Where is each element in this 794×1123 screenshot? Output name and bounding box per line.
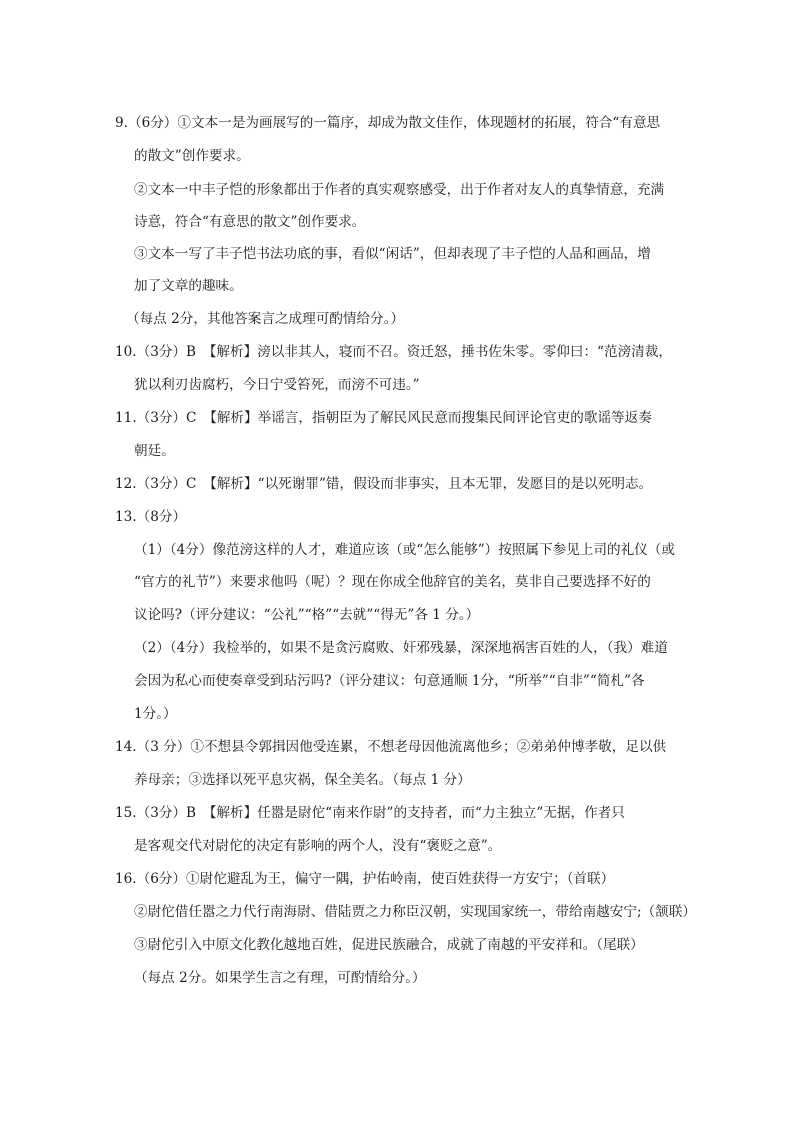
answer-line: ②文本一中丰子恺的形象都出于作者的真实观察感受，出于作者对友人的真挚情意，充满: [134, 182, 665, 198]
answer-line: “官方的礼节”）来要求他吗（呢）？现在你成全他辞官的美名，莫非自己要选择不好的: [134, 574, 651, 590]
answer-line: 11.（3分）C 【解析】举谣言，指朝臣为了解民风民意而搜集民间评论官吏的歌谣等返奏: [115, 410, 652, 426]
answer-line: （每点 2分。如果学生言之有理，可酌情给分。）: [134, 970, 426, 986]
answer-line: 1分。）: [134, 706, 177, 722]
answer-line: 犹以利刃齿腐朽，今日宁受笞死，而滂不可违。”: [134, 377, 420, 393]
answer-line: 16.（6分）①尉佗避乱为王，偏守一隅，护佑岭南，使百姓获得一方安宁；（首联）: [115, 871, 615, 887]
answer-line: （2）（4分）我检举的，如果不是贪污腐败、奸邪残暴，深深地祸害百姓的人，（我）难道: [134, 640, 668, 656]
answer-line: 10.（3分）B 【解析】滂以非其人，寝而不召。资迁怒，捶书佐朱零。零仰曰：“范滂清裁，: [115, 344, 672, 360]
answer-line: 15.（3分）B 【解析】任嚣是尉佗“南来作尉”的支持者，而“力主独立”无据，作者只: [115, 805, 625, 821]
answer-line: 12.（3分）C 【解析】“以死谢罪”错，假设而非事实，且本无罪，发愿目的是以死明志。: [115, 476, 653, 492]
answer-line: 9.（6分）①文本一是为画展写的一篇序，却成为散文佳作，体现题材的拓展，符合“有意思: [115, 115, 661, 131]
answer-line: 养母亲；③选择以死平息灾祸，保全美名。（每点 1 分）: [134, 772, 471, 788]
answer-line: ③文本一写了丰子恺书法功底的事，看似“闲话”，但却表现了丰子恺的人品和画品，增: [134, 246, 651, 262]
answer-line: 的散文”创作要求。: [134, 148, 250, 164]
answer-line: ②尉佗借任嚣之力代行南海尉、借陆贾之力称臣汉朝，实现国家统一，带给南越安宁;（颔联）: [134, 904, 696, 920]
answer-line: 朝廷。: [134, 443, 175, 459]
answer-line: （1）（4分）像范滂这样的人才，难道应该（或“怎么能够”）按照属下参见上司的礼仪（或: [134, 542, 675, 558]
answer-line: 议论吗?（评分建议：“公礼”“格”“去就”“得无”各 1 分。）: [134, 607, 480, 623]
answer-line: 诗意，符合“有意思的散文”创作要求。: [134, 214, 366, 230]
answer-line: 加了文章的趣味。: [134, 278, 243, 294]
answer-line: 会因为私心而使奏章受到玷污吗?（评分建议：句意通顺 1分，“所举”“自非”“简札”各: [134, 673, 645, 689]
answer-line: 14.（3 分）①不想县令郭揖因他受连累，不想老母因他流离他乡；②弟弟仲博孝敬，足以供: [115, 739, 667, 755]
answer-line: 13.（8分）: [115, 509, 187, 525]
answer-line: 是客观交代对尉佗的决定有影响的两个人，没有“褒贬之意”。: [134, 838, 502, 854]
answer-line: （每点 2分，其他答案言之成理可酌情给分。）: [126, 311, 405, 327]
answer-line: ③尉佗引入中原文化教化越地百姓，促进民族融合，成就了南越的平安祥和。（尾联）: [134, 937, 644, 953]
